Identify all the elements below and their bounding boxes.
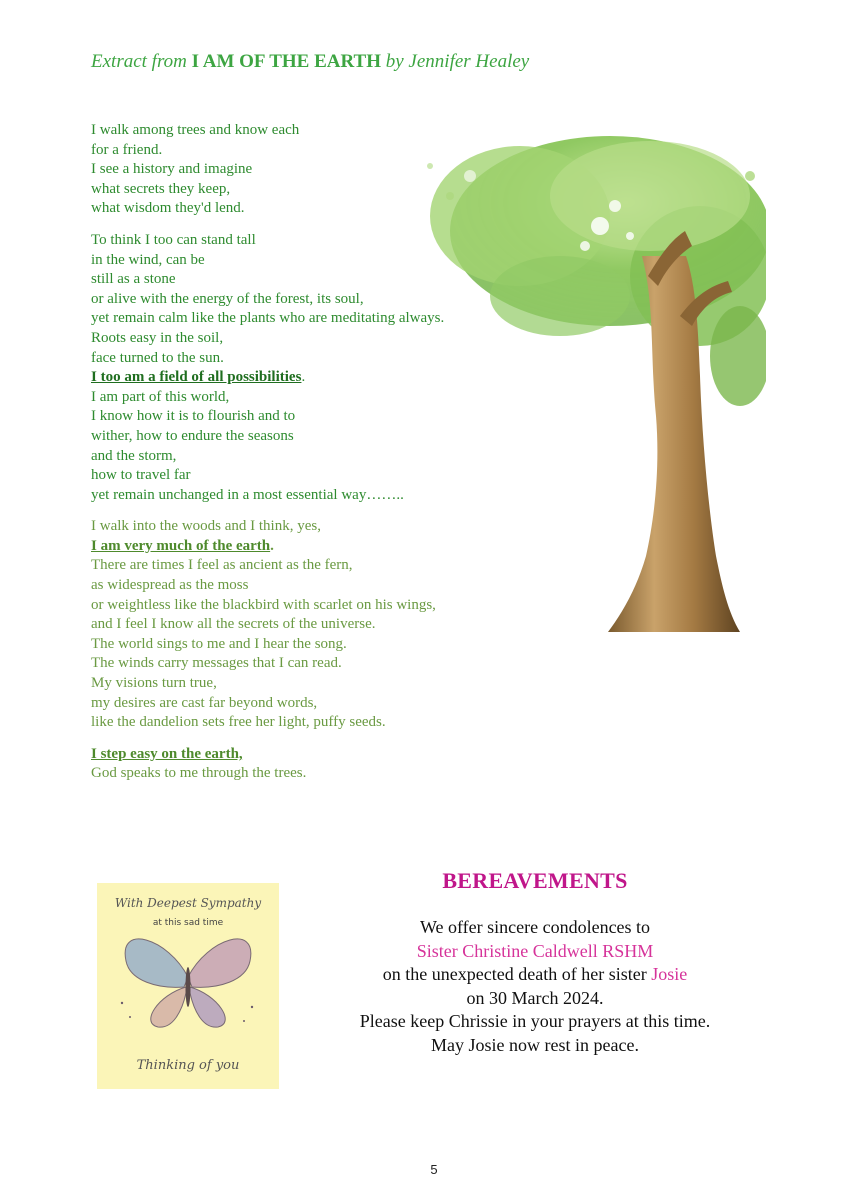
poem-line: in the wind, can be xyxy=(91,251,205,268)
poem-stanza-1 xyxy=(91,121,444,219)
bereaved-name: Sister Christine Caldwell RSHM xyxy=(416,940,654,961)
poem-line: The world sings to me and I hear the song. xyxy=(91,635,347,652)
poem-highlight-end: . xyxy=(270,537,274,554)
poem-highlight: I too am a field of all possibilities xyxy=(91,369,302,386)
deceased-name: Josie xyxy=(651,964,688,984)
tree-illustration xyxy=(410,136,766,636)
poem-stanza-3 xyxy=(91,517,444,733)
poem-line: what secrets they keep, xyxy=(91,180,231,197)
poem-line: for a friend. xyxy=(91,141,163,158)
poem-highlight: I am very much of the earth xyxy=(91,537,271,554)
poem-line: my desires are cast far beyond words, xyxy=(91,694,318,711)
death-line-prefix: on the unexpected death of her sister xyxy=(382,964,647,984)
death-line xyxy=(320,963,750,987)
poem-line: face turned to the sun. xyxy=(91,349,224,366)
poem-highlight-line xyxy=(91,368,444,388)
poem-line: I am part of this world, xyxy=(91,388,230,405)
poem-line: I walk among trees and know each xyxy=(91,122,300,138)
poem-line: and the storm, xyxy=(91,447,177,464)
poem-stanza-2 xyxy=(91,231,444,505)
poem-line: yet remain unchanged in a most essential way…….. xyxy=(91,486,404,503)
poem-line: yet remain calm like the plants who are meditating always. xyxy=(91,310,445,327)
poem-line: I walk into the woods and I think, yes, xyxy=(91,518,321,535)
poem-stanza-4 xyxy=(91,745,444,784)
bereavements-section xyxy=(320,866,750,1057)
title-author: by Jennifer Healey xyxy=(385,51,530,72)
peace-line: May Josie now rest in peace. xyxy=(431,1034,639,1055)
bereavements-message xyxy=(320,916,750,1057)
poem-highlight: I step easy on the earth, xyxy=(91,745,243,762)
poem-line: wither, how to endure the seasons xyxy=(91,427,294,444)
poem xyxy=(91,121,444,796)
poem-line: To think I too can stand tall xyxy=(91,231,256,248)
article-title xyxy=(91,51,529,73)
poem-line: There are times I feel as ancient as the fern, xyxy=(91,557,353,574)
poem-line: Roots easy in the soil, xyxy=(91,329,224,346)
poem-line: The winds carry messages that I can read. xyxy=(91,655,342,672)
sympathy-card-image xyxy=(97,883,279,1089)
poem-line: or alive with the energy of the forest, its soul, xyxy=(91,290,364,307)
card-line-3: Thinking of you xyxy=(136,1058,240,1073)
poem-line: and I feel I know all the secrets of the universe. xyxy=(91,616,376,633)
poem-line: what wisdom they'd lend. xyxy=(91,200,245,217)
prayer-line: Please keep Chrissie in your prayers at this time. xyxy=(359,1011,711,1031)
title-prefix: Extract from xyxy=(91,51,187,72)
poem-highlight-line xyxy=(91,537,444,557)
card-line-2: at this sad time xyxy=(152,918,224,928)
condolence-line: We offer sincere condolences to xyxy=(419,917,651,937)
bereavements-heading: BEREAVEMENTS xyxy=(442,868,628,893)
poem-line: still as a stone xyxy=(91,271,176,288)
poem-highlight-end: . xyxy=(301,369,306,386)
title-work: I AM OF THE EARTH xyxy=(191,51,381,72)
poem-line: how to travel far xyxy=(91,467,191,484)
page-number: 5 xyxy=(430,1162,438,1177)
poem-line: My visions turn true, xyxy=(91,675,217,692)
poem-line: I see a history and imagine xyxy=(91,161,253,178)
poem-line: as widespread as the moss xyxy=(91,577,249,594)
poem-line: God speaks to me through the trees. xyxy=(91,765,307,782)
card-line-1: With Deepest Sympathy xyxy=(114,896,262,910)
poem-line: I know how it is to flourish and to xyxy=(91,408,296,425)
tree-canopy xyxy=(427,136,766,406)
poem-line: or weightless like the blackbird with scarlet on his wings, xyxy=(91,596,436,613)
date-line: on 30 March 2024. xyxy=(466,987,604,1008)
poem-line: like the dandelion sets free her light, puffy seeds. xyxy=(91,714,386,731)
